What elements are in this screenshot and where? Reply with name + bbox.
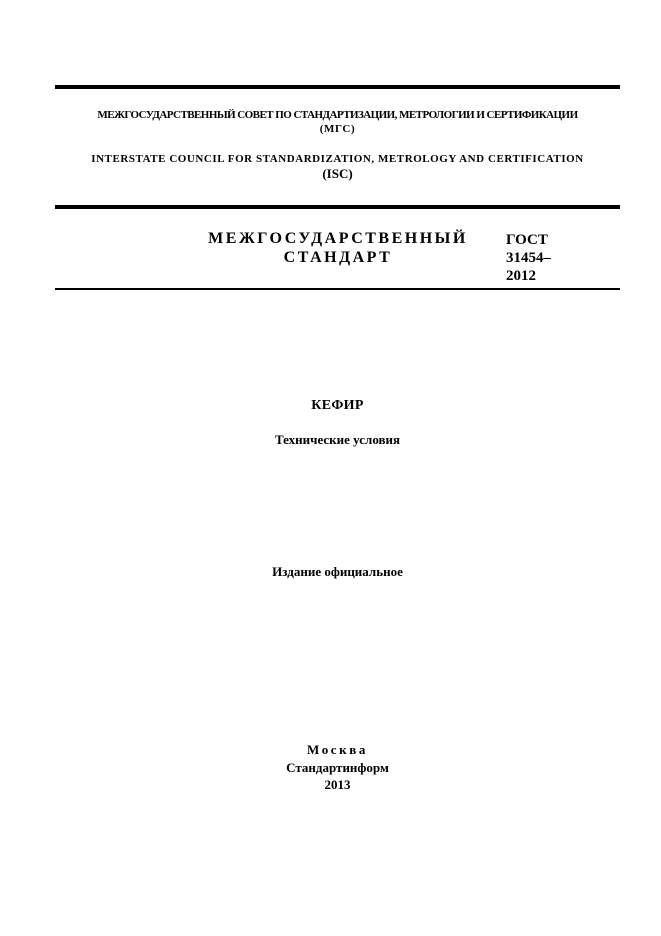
council-abbr-en: (ISC)	[322, 166, 353, 181]
gost-number: 31454–	[506, 250, 551, 266]
edition-note: Издание официальное	[272, 564, 403, 579]
council-abbr-ru: (МГС)	[319, 123, 356, 135]
bottom-rule	[55, 288, 620, 290]
gost-designation	[506, 231, 586, 285]
gost-year: 2012	[506, 268, 536, 284]
middle-rule	[55, 205, 620, 209]
document-subtitle: Технические условия	[274, 432, 401, 447]
standard-type-line-1: МЕЖГОСУДАРСТВЕННЫЙ	[208, 230, 468, 247]
gost-label: ГОСТ	[506, 232, 548, 248]
standard-type-line-2: СТАНДАРТ	[283, 249, 393, 266]
council-name-ru: МЕЖГОСУДАРСТВЕННЫЙ СОВЕТ ПО СТАНДАРТИЗАЦИИ, МЕТРОЛОГИИ И СЕРТИФИКАЦИИ	[97, 109, 578, 121]
publication-year: 2013	[324, 777, 351, 792]
document-title: КЕФИР	[311, 398, 364, 413]
standard-type	[190, 229, 486, 267]
publisher-name: Стандартинформ	[286, 760, 389, 775]
council-name-en: INTERSTATE COUNCIL FOR STANDARDIZATION, METROLOGY AND CERTIFICATION	[91, 153, 584, 165]
top-rule	[55, 85, 620, 89]
publication-city: Москва	[307, 742, 368, 757]
